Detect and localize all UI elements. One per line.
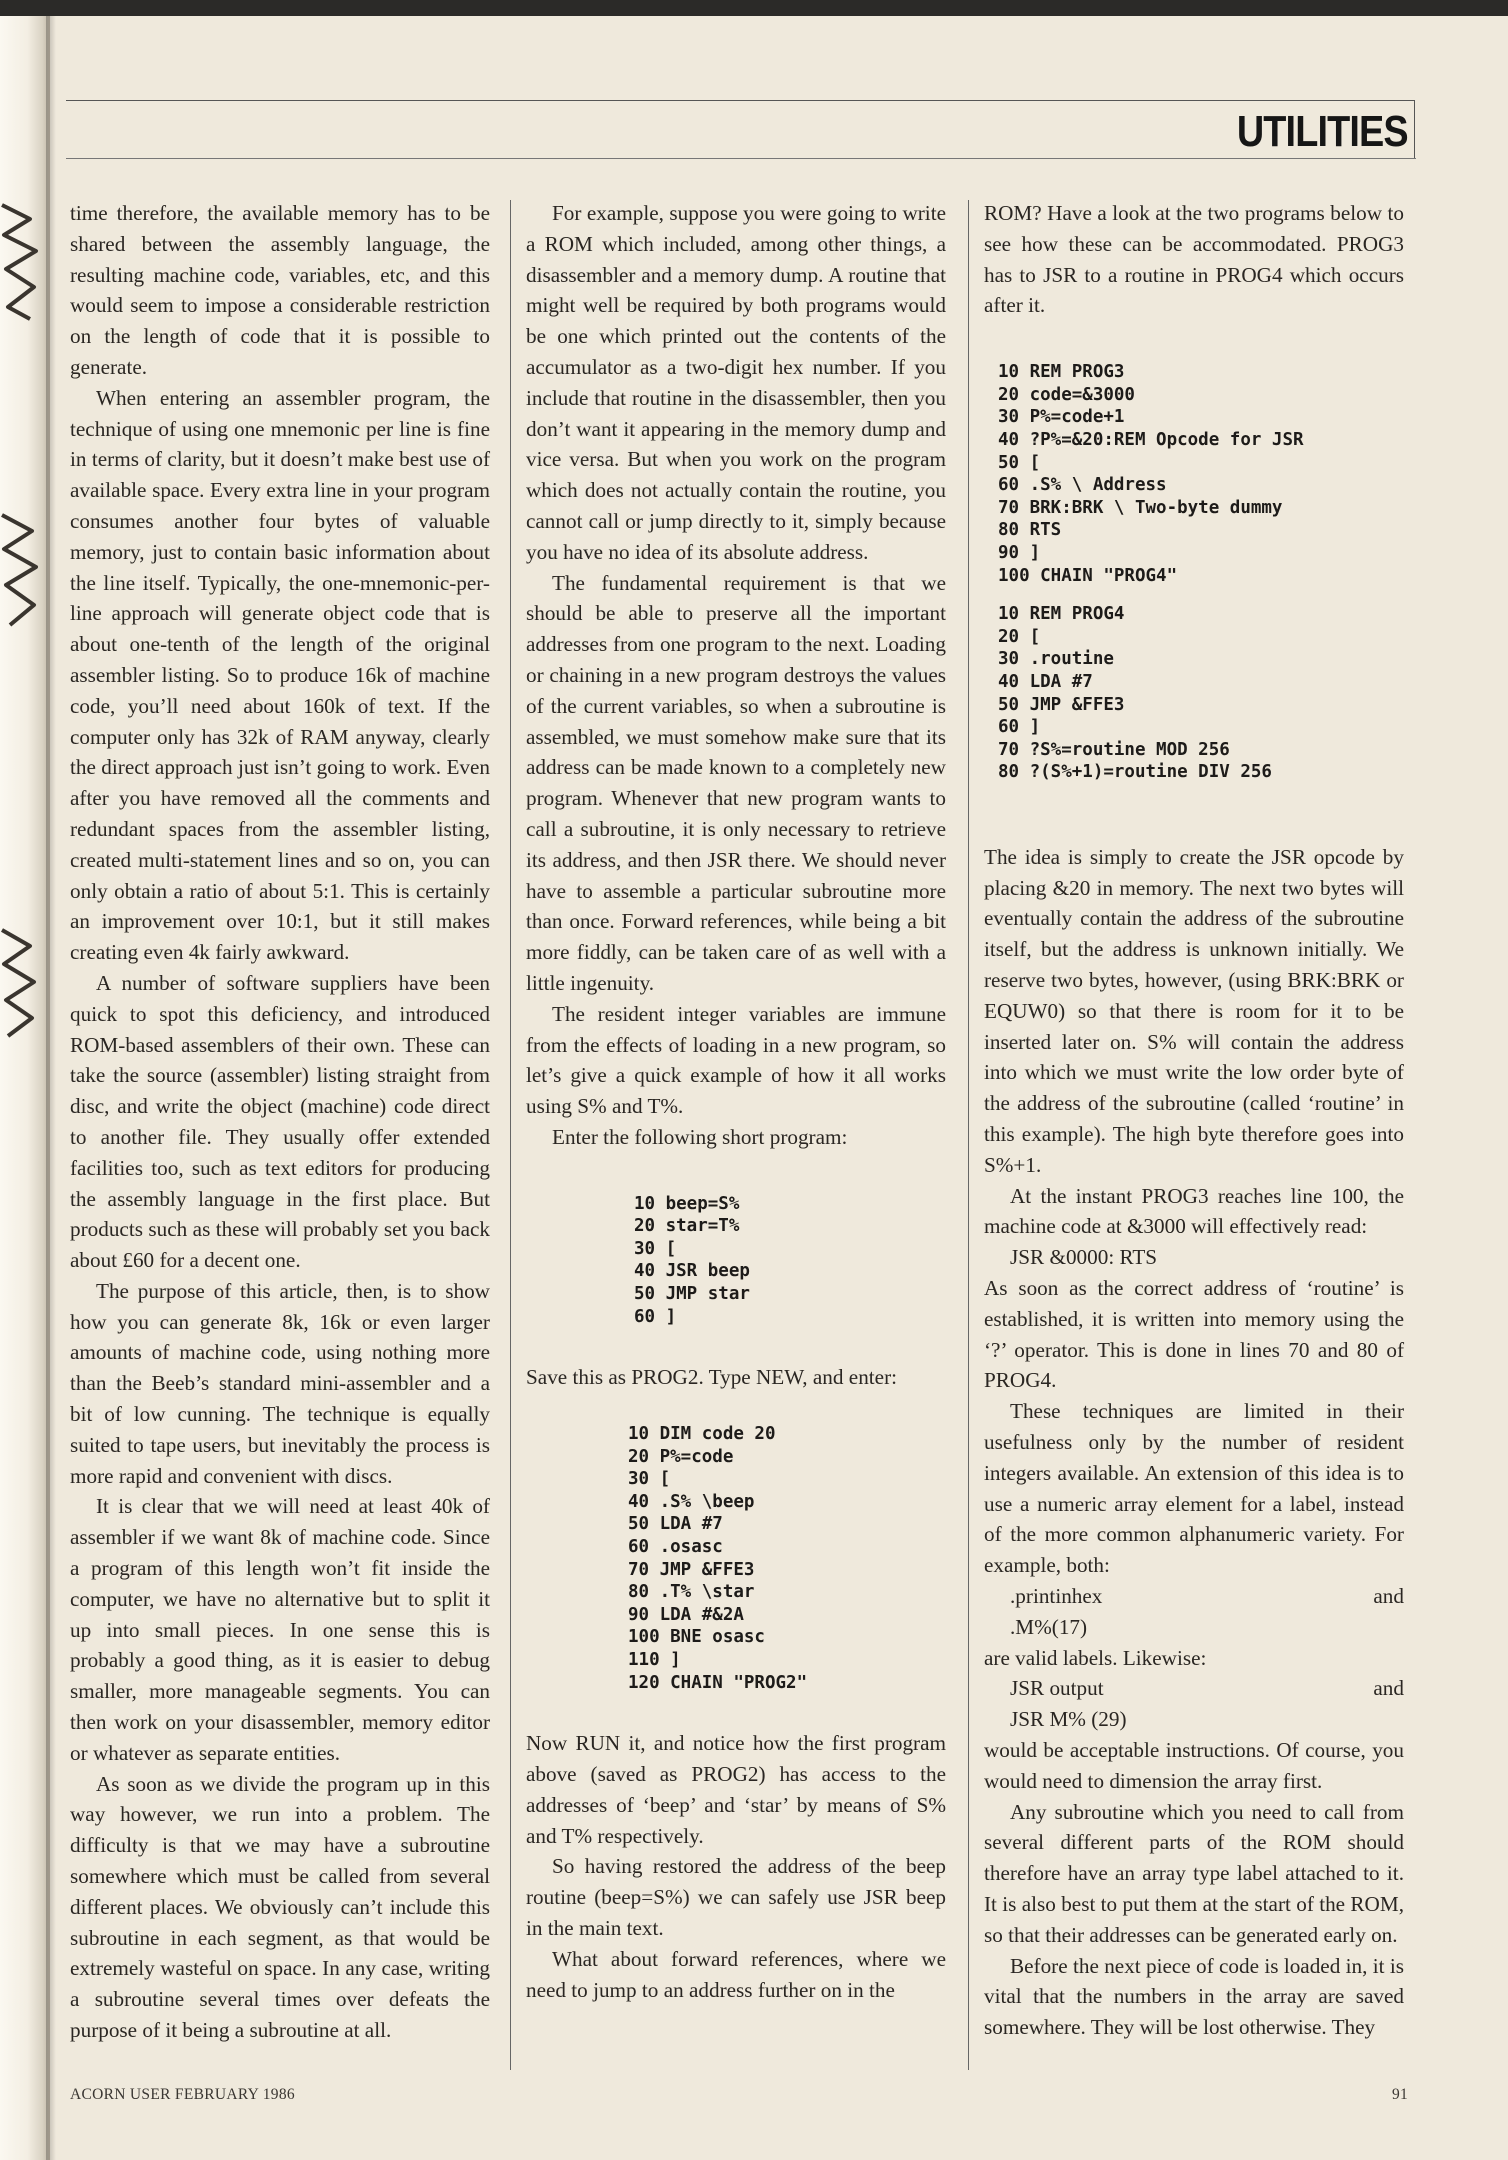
paragraph: What about forward references, where we need to jump to an address further on in the <box>526 1946 946 2002</box>
section-header <box>66 100 1415 159</box>
conjunction: and <box>1373 1584 1404 1608</box>
paragraph: Now RUN it, and notice how the first program above (saved as PROG2) has access to the addresses of ‘beep’ and ‘star’ by means of S% and T% respectively. <box>526 1731 946 1848</box>
paragraph: ROM? Have a look at the two programs below to see how these can be accommodated. PROG3 has to JSR to a routine in PROG4 which occurs after it. <box>984 201 1404 318</box>
paragraph: For example, suppose you were going to write a ROM which included, among other things, a disassembler and a memory dump. A routine that might well be required by both programs would be one which printed out the contents of the accumulator as a two-digit hex number. If you include that routine in the disassembler, then you don’t want it appearing in the memory dump and vice versa. But when you work on the program which does not actually contain the routine, you cannot call or jump directly to it, simply because you have no idea of its absolute address. <box>526 201 946 564</box>
code-listing-prog2: 10 beep=S% 20 star=T% 30 [ 40 JSR beep 50 JMP star 60 ] <box>634 1193 750 1327</box>
gutter-shadow <box>46 0 56 2160</box>
code-listing-prog1: 10 DIM code 20 20 P%=code 30 [ 40 .S% \beep 50 LDA #7 60 .osasc 70 JMP &FFE3 80 .T% \star 90 LDA #&2A 100 BNE osasc 110 ] 120 CHAIN "PROG2" <box>628 1424 808 1693</box>
paragraph: would be acceptable instructions. Of course, you would need to dimension the array first. <box>984 1737 1404 1793</box>
conjunction: and <box>1373 1676 1404 1701</box>
paragraph: A number of software suppliers have been quick to spot this deficiency, and introduced ROM-based assemblers of their own. These can take the source (assembler) listing straight from disc, and write the object (machine) code direct to another file. They usually offer extended facilities too, such as text editors for producing the assembly language in the first place. But products such as these will probably set you back about £60 for a decent one. <box>70 970 490 1273</box>
paragraph: At the instant PROG3 reaches line 100, the machine code at &3000 will effectively read: <box>984 1183 1404 1239</box>
margin-scribble-2 <box>0 505 44 635</box>
paragraph: Before the next piece of code is loaded in, it is vital that the numbers in the array are saved somewhere. They will be lost otherwise. They <box>984 1953 1404 2040</box>
paragraph: When entering an assembler program, the technique of using one mnemonic per line is fine in terms of clarity, but it doesn’t make best use of available space. Every extra line in your program consumes another four bytes of valuable memory, just to contain basic information about the line itself. Typically, the one-mnemonic-per-line approach will generate object code that is about one-tenth of the length of the original assembler listing. So to produce 16k of machine code, you’ll need about 160k of text. If the computer only has 32k of RAM anyway, clearly the direct approach just isn’t going to work. Even after you have removed all the comments and redundant spaces from the assembler listing, created multi-statement lines and so on, you can only obtain a ratio of about 5:1. This is certainly an improvement over 10:1, but it still makes creating even 4k fairly awkward. <box>70 385 490 965</box>
paragraph: The resident integer variables are immune from the effects of loading in a new program, so let’s give a quick example of how it all works using S% and T%. <box>526 1001 946 1119</box>
margin-scribble-3 <box>0 920 44 1050</box>
header-rule <box>66 158 1416 159</box>
paragraph: are valid labels. Likewise: <box>984 1645 1207 1670</box>
column-3 <box>984 198 1404 2043</box>
paragraph: Any subroutine which you need to call from several different parts of the ROM should therefore have an array type label attached to it. It is also best to put them at the start of the ROM, so that their addresses can be generated early on. <box>984 1799 1404 1947</box>
label-example-row <box>984 1581 1404 1612</box>
code-listing-prog3: 10 REM PROG3 20 code=&3000 30 P%=code+1 40 ?P%=&20:REM Opcode for JSR 50 [ 60 .S% \ Address 70 BRK:BRK \ Two-byte dummy 80 RTS 90 ] 100 CHAIN "PROG4" <box>998 362 1304 586</box>
column-divider-2 <box>968 200 969 2070</box>
column-divider-1 <box>510 200 511 2070</box>
column-2 <box>526 198 946 2005</box>
paragraph: So having restored the address of the beep routine (beep=S%) we can safely use JSR beep in the main text. <box>526 1854 946 1940</box>
column-1 <box>70 198 490 2046</box>
instruction-example: JSR M% (29) <box>1010 1707 1127 1732</box>
paragraph: As soon as we divide the program up in this way however, we run into a problem. The difficulty is that we may have a subroutine somewhere which must be called from several different places. We obviously can’t include this subroutine in each segment, as that would be extremely wasteful on space. In any case, writing a subroutine several times over defeats the purpose of it being a subroutine at all. <box>70 1771 490 2043</box>
paragraph: The purpose of this article, then, is to show how you can generate 8k, 16k or even larger amounts of machine code, using nothing more than the Beeb’s standard mini-assembler and a bit of low cunning. The technique is equally suited to tape users, but inevitably the process is more rapid and convenient with discs. <box>70 1278 490 1488</box>
section-title: UTILITIES <box>1237 107 1408 156</box>
paragraph: It is clear that we will need at least 40k of assembler if we want 8k of machine code. Since a program of this length won’t fit inside the computer, we have no alternative but to split it up into small pieces. In one sense this is probably a good thing, as it is easier to debug smaller, more manageable segments. You can then work on your disassembler, memory editor or whatever as separate entities. <box>70 1494 490 1765</box>
instruction-example: JSR output <box>1010 1676 1104 1701</box>
inline-code: JSR &0000: RTS <box>1010 1245 1158 1270</box>
paragraph: As soon as the correct address of ‘routine’ is established, it is written into memory using the ‘?’ operator. This is done in lines 70 and 80 of PROG4. <box>984 1276 1404 1393</box>
paragraph: These techniques are limited in their usefulness only by the number of resident integers available. An extension of this idea is to use a numeric array element for a label, instead of the more common alphanumeric variety. For example, both: <box>984 1399 1404 1578</box>
label-example: .printinhex <box>1010 1584 1103 1608</box>
paragraph: Save this as PROG2. Type NEW, and enter: <box>526 1365 898 1390</box>
paragraph: The fundamental requirement is that we should be able to preserve all the important addresses from one program to the next. Loading or chaining in a new program destroys the values of the current variables, so when a subroutine is assembled, we must somehow make sure that its address can be made known to a completely new program. Whenever that new program wants to call a subroutine, it is only necessary to retrieve its address, and then JSR there. We should never have to assemble a particular subroutine more than once. Forward references, while being a bit more fiddly, can be taken care of as well with a little ingenuity. <box>526 570 946 995</box>
footer-magazine: ACORN USER FEBRUARY 1986 <box>70 2086 295 2103</box>
top-edge <box>0 0 1508 16</box>
code-listing-prog4: 10 REM PROG4 20 [ 30 .routine 40 LDA #7 50 JMP &FFE3 60 ] 70 ?S%=routine MOD 256 80 ?(S%+1)=routine DIV 256 <box>998 604 1272 783</box>
paragraph: The idea is simply to create the JSR opcode by placing &20 in memory. The next two bytes will eventually contain the address of the subroutine itself, but the address is unknown initially. We reserve two bytes, however, (using BRK:BRK or EQUW0) so that there is room for it to be inserted later on. S% will contain the address into which we must write the low order byte of the address of the subroutine (called ‘routine’ in this example). The high byte therefore goes into S%+1. <box>984 844 1404 1177</box>
label-example: .M%(17) <box>1010 1614 1088 1639</box>
paragraph: time therefore, the available memory has to be shared between the assembly language, the resulting machine code, variables, etc, and this would seem to impose a considerable restriction on the length of code that it is possible to generate. <box>70 201 490 379</box>
page-number: 91 <box>1392 2086 1409 2103</box>
paragraph: Enter the following short program: <box>552 1124 848 1149</box>
instruction-example-row <box>984 1673 1404 1704</box>
margin-scribble-1 <box>0 195 44 325</box>
